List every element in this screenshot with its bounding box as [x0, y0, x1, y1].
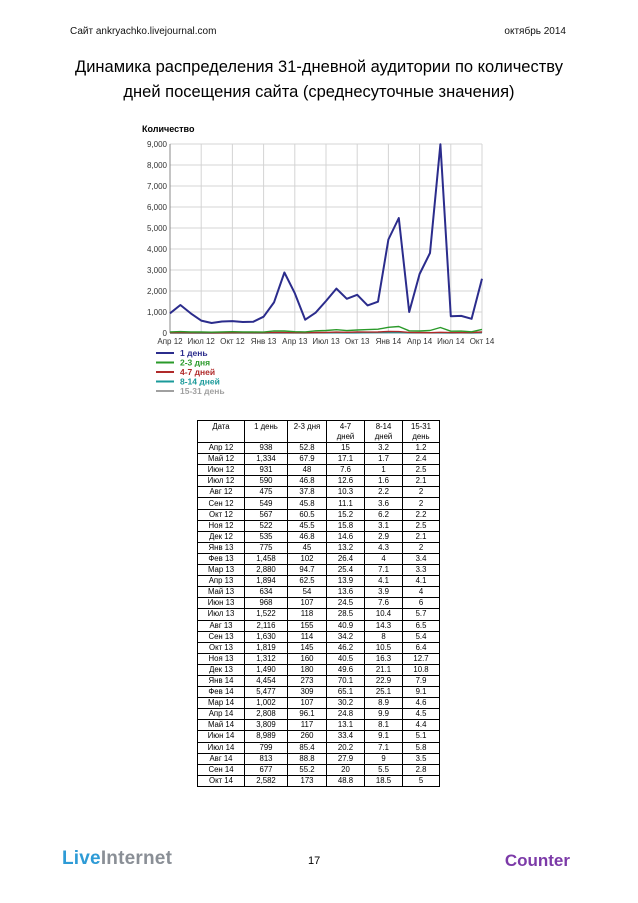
- table-cell: 30.2: [327, 698, 365, 709]
- table-cell: 7.6: [365, 598, 403, 609]
- table-cell: 4.5: [403, 709, 440, 720]
- table-body: [198, 443, 440, 787]
- table-cell: 21.1: [365, 664, 403, 675]
- table-row: [198, 742, 440, 753]
- table-cell: 7.6: [327, 465, 365, 476]
- y-tick-label: 5,000: [146, 224, 167, 233]
- table-row: [198, 698, 440, 709]
- table-cell: 1,819: [245, 642, 288, 653]
- table-cell: 107: [288, 698, 327, 709]
- table-row: [198, 753, 440, 764]
- table-cell: 9: [365, 753, 403, 764]
- table-cell: 13.6: [327, 587, 365, 598]
- table-cell: 6.5: [403, 620, 440, 631]
- table-cell: 10.5: [365, 642, 403, 653]
- table-cell: 48.8: [327, 775, 365, 786]
- table-cell: Дек 12: [198, 531, 245, 542]
- table-cell: Ноя 13: [198, 653, 245, 664]
- table-header-text: дней: [336, 432, 355, 441]
- table-cell: Май 14: [198, 720, 245, 731]
- table-cell: 4.1: [403, 576, 440, 587]
- table-cell: 15: [327, 443, 365, 454]
- table-cell: 3.5: [403, 753, 440, 764]
- liveinternet-logo: [62, 848, 172, 870]
- table-row: [198, 664, 440, 675]
- table-cell: 25.1: [365, 687, 403, 698]
- table-header-cell: [198, 421, 245, 443]
- table-cell: 16.3: [365, 653, 403, 664]
- table-cell: 11.1: [327, 498, 365, 509]
- table-cell: Янв 13: [198, 542, 245, 553]
- legend-label: 15-31 день: [180, 386, 225, 396]
- table-cell: 5.1: [403, 731, 440, 742]
- table-cell: 1,522: [245, 609, 288, 620]
- table-cell: 37.8: [288, 487, 327, 498]
- table-cell: 85.4: [288, 742, 327, 753]
- table-cell: 49.6: [327, 664, 365, 675]
- table-cell: Ноя 12: [198, 520, 245, 531]
- table-cell: 13.1: [327, 720, 365, 731]
- table-cell: Мар 14: [198, 698, 245, 709]
- table-cell: Дек 13: [198, 664, 245, 675]
- table-header-cell: [327, 421, 365, 443]
- y-tick-label: 7,000: [146, 182, 167, 191]
- table-cell: 88.8: [288, 753, 327, 764]
- table-row: [198, 675, 440, 686]
- x-tick-label: Янв 14: [375, 337, 402, 346]
- table-cell: 2: [403, 542, 440, 553]
- table-cell: 2,880: [245, 565, 288, 576]
- table-cell: Фев 14: [198, 687, 245, 698]
- x-tick-label: Апр 13: [282, 337, 308, 346]
- table-cell: 7.9: [403, 675, 440, 686]
- table-cell: Окт 14: [198, 775, 245, 786]
- y-tick-label: 2,000: [146, 287, 167, 296]
- table-cell: 55.2: [288, 764, 327, 775]
- table-cell: Сен 12: [198, 498, 245, 509]
- table-cell: Фев 13: [198, 553, 245, 564]
- table-cell: 118: [288, 609, 327, 620]
- table-cell: 13.9: [327, 576, 365, 587]
- table-row: [198, 764, 440, 775]
- table-cell: 2.1: [403, 531, 440, 542]
- table-cell: 6: [403, 598, 440, 609]
- table-cell: 8.9: [365, 698, 403, 709]
- table-cell: Окт 13: [198, 642, 245, 653]
- table-cell: Июн 13: [198, 598, 245, 609]
- table-cell: 45.8: [288, 498, 327, 509]
- table-cell: 6.2: [365, 509, 403, 520]
- table-row: [198, 565, 440, 576]
- table-row: [198, 443, 440, 454]
- table-cell: 180: [288, 664, 327, 675]
- x-tick-label: Апр 14: [406, 337, 433, 346]
- table-row: [198, 587, 440, 598]
- table-cell: 3.1: [365, 520, 403, 531]
- table-cell: Апр 12: [198, 443, 245, 454]
- table-cell: Авг 14: [198, 753, 245, 764]
- y-tick-label: 4,000: [146, 245, 167, 254]
- table-cell: 590: [245, 476, 288, 487]
- page-number: 17: [308, 855, 321, 867]
- table-cell: 28.5: [327, 609, 365, 620]
- table-cell: 2.9: [365, 531, 403, 542]
- table-cell: 173: [288, 775, 327, 786]
- table-cell: 3.4: [403, 553, 440, 564]
- table-row: [198, 687, 440, 698]
- y-tick-label: 6,000: [146, 203, 167, 212]
- table-row: [198, 465, 440, 476]
- legend-label: 8-14 дней: [180, 376, 220, 387]
- table-header-cell: [245, 421, 288, 443]
- y-tick-label: 1,000: [146, 308, 167, 317]
- logo-internet-text: Internet: [100, 848, 173, 869]
- y-tick-label: 8,000: [146, 161, 167, 170]
- table-cell: 12.7: [403, 653, 440, 664]
- table-cell: Апр 14: [198, 709, 245, 720]
- table-row: [198, 709, 440, 720]
- table-cell: 4: [403, 587, 440, 598]
- table-cell: 70.1: [327, 675, 365, 686]
- legend-label: 1 день: [180, 348, 208, 358]
- table-cell: 45: [288, 542, 327, 553]
- table-cell: 522: [245, 520, 288, 531]
- table-cell: 309: [288, 687, 327, 698]
- table-cell: 799: [245, 742, 288, 753]
- table-header-text: день: [412, 432, 430, 441]
- table-cell: 9.9: [365, 709, 403, 720]
- table-cell: 5.5: [365, 764, 403, 775]
- table-cell: 535: [245, 531, 288, 542]
- table-cell: 96.1: [288, 709, 327, 720]
- table-cell: 931: [245, 465, 288, 476]
- table-cell: 20.2: [327, 742, 365, 753]
- table-cell: Сен 14: [198, 764, 245, 775]
- table-cell: 273: [288, 675, 327, 686]
- x-tick-label: Июл 13: [312, 337, 340, 346]
- table-cell: 3.2: [365, 443, 403, 454]
- x-tick-label: Апр 12: [157, 337, 183, 346]
- table-cell: 2.2: [403, 509, 440, 520]
- table-row: [198, 454, 440, 465]
- table-cell: 775: [245, 542, 288, 553]
- table-cell: 117: [288, 720, 327, 731]
- x-tick-label: Июл 14: [437, 337, 465, 346]
- table-cell: 1,002: [245, 698, 288, 709]
- table-cell: 155: [288, 620, 327, 631]
- table-row: [198, 609, 440, 620]
- table-cell: 46.2: [327, 642, 365, 653]
- table-cell: Апр 13: [198, 576, 245, 587]
- x-tick-label: Янв 13: [250, 337, 277, 346]
- table-cell: Июн 14: [198, 731, 245, 742]
- table-cell: 26.4: [327, 553, 365, 564]
- table-cell: 2,808: [245, 709, 288, 720]
- table-header-cell: [403, 421, 440, 443]
- table-header-text: 15-31: [411, 422, 431, 431]
- line-chart: [134, 118, 495, 408]
- table-cell: 145: [288, 642, 327, 653]
- table-cell: 52.8: [288, 443, 327, 454]
- table-cell: 10.8: [403, 664, 440, 675]
- table-cell: 17.1: [327, 454, 365, 465]
- table-cell: 4.1: [365, 576, 403, 587]
- table-cell: 3.6: [365, 498, 403, 509]
- table-cell: 46.8: [288, 476, 327, 487]
- table-cell: 10.3: [327, 487, 365, 498]
- table-cell: 33.4: [327, 731, 365, 742]
- table-cell: 3.9: [365, 587, 403, 598]
- table-cell: 813: [245, 753, 288, 764]
- table-cell: 5.8: [403, 742, 440, 753]
- table-cell: 260: [288, 731, 327, 742]
- table-cell: 5: [403, 775, 440, 786]
- table-row: [198, 531, 440, 542]
- table-cell: 2.5: [403, 520, 440, 531]
- table-cell: 8.1: [365, 720, 403, 731]
- table-header-text: 1 день: [254, 422, 278, 431]
- table-cell: 45.5: [288, 520, 327, 531]
- table-cell: 67.9: [288, 454, 327, 465]
- table-header-text: Дата: [212, 422, 230, 431]
- x-tick-label: Окт 13: [344, 337, 370, 346]
- table-cell: 7.1: [365, 742, 403, 753]
- table-cell: 2.4: [403, 454, 440, 465]
- table-cell: 2: [403, 498, 440, 509]
- table-cell: 475: [245, 487, 288, 498]
- table-cell: 5.7: [403, 609, 440, 620]
- table-cell: 549: [245, 498, 288, 509]
- table-cell: 2.2: [365, 487, 403, 498]
- table-cell: 1,490: [245, 664, 288, 675]
- legend-label: 2-3 дня: [180, 357, 211, 368]
- table-header-text: дней: [374, 432, 393, 441]
- y-axis-label: Количество: [142, 124, 195, 134]
- table-cell: Янв 14: [198, 675, 245, 686]
- table-cell: 6.4: [403, 642, 440, 653]
- y-tick-label: 3,000: [146, 266, 167, 275]
- table-row: [198, 653, 440, 664]
- table-cell: 2,582: [245, 775, 288, 786]
- table-cell: 24.5: [327, 598, 365, 609]
- table-cell: 10.4: [365, 609, 403, 620]
- table-row: [198, 553, 440, 564]
- table-cell: 14.6: [327, 531, 365, 542]
- table-cell: 94.7: [288, 565, 327, 576]
- table-cell: 48: [288, 465, 327, 476]
- table-header-text: 2-3 дня: [293, 422, 321, 431]
- table-cell: 114: [288, 631, 327, 642]
- table-cell: 634: [245, 587, 288, 598]
- table-cell: 5,477: [245, 687, 288, 698]
- table-row: [198, 576, 440, 587]
- data-table: [197, 420, 440, 787]
- counter-label: Counter: [504, 851, 570, 870]
- table-header-cell: [365, 421, 403, 443]
- table-cell: Июл 12: [198, 476, 245, 487]
- table-cell: 2.8: [403, 764, 440, 775]
- table-cell: 5.4: [403, 631, 440, 642]
- table-header-cell: [288, 421, 327, 443]
- table-row: [198, 520, 440, 531]
- table-cell: 60.5: [288, 509, 327, 520]
- table-cell: 4.4: [403, 720, 440, 731]
- table-cell: 1: [365, 465, 403, 476]
- table-cell: 25.4: [327, 565, 365, 576]
- table-cell: Сен 13: [198, 631, 245, 642]
- table-cell: Май 13: [198, 587, 245, 598]
- table-cell: 4.6: [403, 698, 440, 709]
- x-tick-label: Июл 12: [187, 337, 215, 346]
- table-cell: 107: [288, 598, 327, 609]
- table-row: [198, 509, 440, 520]
- table-cell: 22.9: [365, 675, 403, 686]
- y-tick-label: 9,000: [146, 140, 167, 149]
- table-cell: 9.1: [365, 731, 403, 742]
- table-cell: 15.2: [327, 509, 365, 520]
- table-cell: Авг 12: [198, 487, 245, 498]
- table-header-text: 4-7: [339, 422, 352, 431]
- table-row: [198, 487, 440, 498]
- table-cell: 4: [365, 553, 403, 564]
- table-row: [198, 542, 440, 553]
- table-cell: Июл 13: [198, 609, 245, 620]
- table-cell: Мар 13: [198, 565, 245, 576]
- table-cell: Июн 12: [198, 465, 245, 476]
- table-cell: 2: [403, 487, 440, 498]
- table-cell: Окт 12: [198, 509, 245, 520]
- table-cell: 34.2: [327, 631, 365, 642]
- table-cell: 54: [288, 587, 327, 598]
- table-cell: Июл 14: [198, 742, 245, 753]
- table-cell: 4,454: [245, 675, 288, 686]
- table-cell: 13.2: [327, 542, 365, 553]
- table-cell: 15.8: [327, 520, 365, 531]
- table-cell: 160: [288, 653, 327, 664]
- table-cell: 20: [327, 764, 365, 775]
- table-cell: 677: [245, 764, 288, 775]
- table-cell: Май 12: [198, 454, 245, 465]
- table-cell: 567: [245, 509, 288, 520]
- table-cell: 2,116: [245, 620, 288, 631]
- table-cell: 938: [245, 443, 288, 454]
- table-cell: 3.3: [403, 565, 440, 576]
- table-cell: 1,458: [245, 553, 288, 564]
- table-cell: 4.3: [365, 542, 403, 553]
- table-cell: 14.3: [365, 620, 403, 631]
- table-cell: 1,630: [245, 631, 288, 642]
- logo-live-text: Live: [62, 848, 101, 869]
- legend-label: 4-7 дней: [180, 367, 216, 377]
- table-cell: 12.6: [327, 476, 365, 487]
- table-cell: 7.1: [365, 565, 403, 576]
- table-cell: 40.5: [327, 653, 365, 664]
- x-tick-label: Окт 14: [469, 337, 495, 346]
- page-title: [40, 55, 598, 105]
- table-cell: 24.8: [327, 709, 365, 720]
- table-cell: 40.9: [327, 620, 365, 631]
- table-cell: 65.1: [327, 687, 365, 698]
- table-cell: Авг 13: [198, 620, 245, 631]
- table-header-row: [198, 421, 440, 443]
- table-cell: 1,334: [245, 454, 288, 465]
- table-cell: 3,809: [245, 720, 288, 731]
- report-date: октябрь 2014: [504, 26, 566, 37]
- site-name: Сайт ankryachko.livejournal.com: [70, 26, 217, 37]
- table-cell: 2.5: [403, 465, 440, 476]
- table-cell: 27.9: [327, 753, 365, 764]
- table-cell: 1.7: [365, 454, 403, 465]
- table-row: [198, 631, 440, 642]
- table-row: [198, 476, 440, 487]
- table-row: [198, 620, 440, 631]
- table-row: [198, 642, 440, 653]
- x-tick-label: Окт 12: [220, 337, 245, 346]
- table-cell: 1,894: [245, 576, 288, 587]
- table-cell: 102: [288, 553, 327, 564]
- table-cell: 18.5: [365, 775, 403, 786]
- table-cell: 968: [245, 598, 288, 609]
- table-cell: 46.8: [288, 531, 327, 542]
- table-cell: 62.5: [288, 576, 327, 587]
- table-cell: 1.2: [403, 443, 440, 454]
- table-cell: 9.1: [403, 687, 440, 698]
- page-title-line-2: дней посещения сайта (среднесуточные значения): [123, 83, 515, 101]
- table-cell: 8: [365, 631, 403, 642]
- table-cell: 8,989: [245, 731, 288, 742]
- table-cell: 2.1: [403, 476, 440, 487]
- table-cell: 1,312: [245, 653, 288, 664]
- table-row: [198, 720, 440, 731]
- table-row: [198, 498, 440, 509]
- table-cell: 1.6: [365, 476, 403, 487]
- table-row: [198, 598, 440, 609]
- table-header-text: 8-14: [375, 422, 392, 431]
- table-row: [198, 731, 440, 742]
- y-tick-label: 0: [162, 329, 167, 338]
- table-row: [198, 775, 440, 786]
- page-title-line-1: Динамика распределения 31-дневной аудитории по количеству: [75, 58, 563, 76]
